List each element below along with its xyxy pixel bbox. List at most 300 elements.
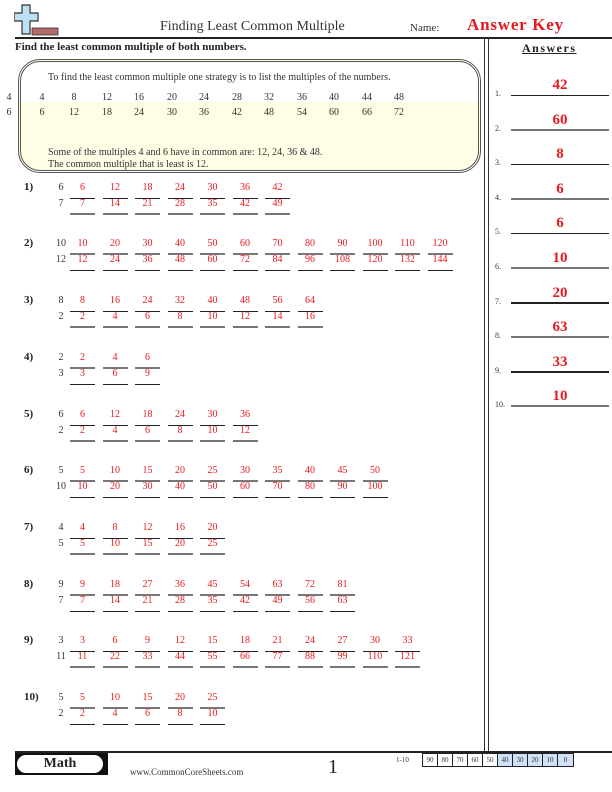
multiple-blank[interactable] [200,311,225,327]
multiple-value: 33 [402,635,413,646]
multiple-value: 28 [175,198,185,209]
multiple-blank[interactable] [135,692,160,708]
example-multiple: 54 [297,107,307,118]
multiple-blank[interactable] [70,465,95,481]
example-multiple: 36 [199,107,209,118]
problem-operand-b: 5 [58,538,64,549]
multiple-value: 70 [272,238,283,249]
multiple-blank[interactable] [70,198,95,214]
multiple-blank[interactable] [330,595,355,611]
multiple-value: 70 [272,481,283,492]
multiple-blank[interactable] [70,708,95,724]
score-table [422,753,574,767]
multiple-value: 60 [240,238,250,249]
multiple-blank[interactable] [298,635,323,651]
multiple-value: 4 [112,425,118,436]
multiple-blank[interactable] [103,352,128,368]
multiple-blank[interactable] [395,254,420,270]
multiple-blank[interactable] [233,481,258,497]
multiple-blank[interactable] [298,465,323,481]
multiple-blank[interactable] [298,651,323,667]
answer-number: 8. [495,331,501,341]
multiple-blank[interactable] [363,651,388,667]
multiple-blank[interactable] [265,579,290,595]
problem-operand-b: 2 [58,425,64,436]
answers-title: Answers [522,41,577,55]
problem-operand-b: 3 [58,368,64,379]
multiple-blank[interactable] [103,522,128,538]
multiple-blank[interactable] [330,635,355,651]
multiple-blank[interactable] [135,651,160,667]
multiple-blank[interactable] [168,579,193,595]
answer-value[interactable]: 33 [552,353,568,370]
multiple-value: 108 [335,254,350,265]
multiple-blank[interactable] [200,198,225,214]
multiple-blank[interactable] [135,198,160,214]
multiple-blank[interactable] [103,425,128,441]
multiple-value: 22 [110,651,120,662]
multiple-value: 24 [175,182,185,193]
multiple-blank[interactable] [265,635,290,651]
answer-value[interactable]: 42 [552,77,568,93]
blank-underline [265,611,290,613]
multiple-blank[interactable] [70,368,95,384]
problem-operand-a: 8 [58,295,64,306]
multiple-value: 4 [112,352,118,363]
multiple-blank[interactable] [135,238,160,254]
blank-underline [103,553,128,555]
problem-number: 1) [24,181,34,193]
multiple-blank[interactable] [233,635,258,651]
multiple-blank[interactable] [135,409,160,425]
multiple-blank[interactable] [265,238,290,254]
answer-value[interactable]: 6 [556,180,564,197]
multiple-blank[interactable] [135,182,160,198]
multiple-blank[interactable] [200,238,225,254]
example-multiple: 24 [134,107,144,118]
page-number: 1 [328,756,338,778]
multiple-blank[interactable] [200,579,225,595]
multiple-blank[interactable] [70,579,95,595]
multiple-blank[interactable] [135,352,160,368]
multiple-blank[interactable] [330,254,355,270]
problem-operand-a: 2 [58,352,64,363]
problem-operand-a: 9 [58,579,64,590]
multiple-blank[interactable] [265,198,290,214]
multiple-blank[interactable] [265,465,290,481]
blank-underline [135,611,160,613]
multiple-blank[interactable] [70,538,95,554]
problem-operand-a: 6 [58,409,64,420]
example-multiple: 66 [362,107,372,118]
multiple-value: 42 [272,182,283,193]
multiple-blank[interactable] [200,538,225,554]
score-range-label: 1-10 [396,756,409,764]
multiple-blank[interactable] [200,409,225,425]
multiple-value: 40 [175,481,185,492]
multiple-blank[interactable] [103,238,128,254]
multiple-blank[interactable] [70,522,95,538]
multiple-blank[interactable] [200,425,225,441]
example-multiple: 6 [39,107,45,118]
blank-underline [363,270,388,272]
multiple-value: 2 [80,708,85,719]
multiple-value: 15 [207,635,218,646]
multiple-blank[interactable] [363,481,388,497]
multiple-blank[interactable] [70,409,95,425]
multiple-blank[interactable] [135,522,160,538]
multiple-blank[interactable] [363,238,388,254]
multiple-blank[interactable] [103,311,128,327]
multiple-blank[interactable] [298,238,323,254]
multiple-blank[interactable] [298,481,323,497]
multiple-value: 6 [80,182,85,193]
multiple-value: 20 [175,465,185,476]
blank-underline [200,611,225,613]
multiple-value: 6 [145,311,150,322]
multiple-value: 9 [80,579,85,590]
blank-underline [330,270,355,272]
multiple-blank[interactable] [70,254,95,270]
multiple-blank[interactable] [265,311,290,327]
multiple-blank[interactable] [103,182,128,198]
multiple-blank[interactable] [103,254,128,270]
multiple-blank[interactable] [233,311,258,327]
blank-underline [233,440,258,442]
problem-operand-b: 2 [58,311,64,322]
multiple-blank[interactable] [200,635,225,651]
example-multiple: 48 [264,107,274,118]
multiple-blank[interactable] [103,538,128,554]
multiple-blank[interactable] [265,295,290,311]
multiple-blank[interactable] [233,182,258,198]
blank-underline [70,553,95,555]
score-cell: 10 [543,754,558,766]
multiple-blank[interactable] [233,198,258,214]
multiple-blank[interactable] [200,692,225,708]
multiple-value: 80 [305,481,315,492]
multiple-value: 44 [175,651,185,662]
multiple-blank[interactable] [70,692,95,708]
multiple-blank[interactable] [265,254,290,270]
multiple-blank[interactable] [70,595,95,611]
multiple-value: 21 [142,595,153,606]
multiple-blank[interactable] [168,635,193,651]
multiple-blank[interactable] [103,595,128,611]
multiple-blank[interactable] [363,254,388,270]
answer-value[interactable]: 60 [552,111,568,128]
multiple-value: 7 [80,595,85,606]
multiple-blank[interactable] [330,465,355,481]
multiple-blank[interactable] [395,651,420,667]
multiple-blank[interactable] [70,635,95,651]
multiple-blank[interactable] [265,651,290,667]
multiple-blank[interactable] [168,481,193,497]
problem [24,521,484,561]
multiple-blank[interactable] [135,635,160,651]
multiple-blank[interactable] [103,465,128,481]
blank-underline [135,724,160,726]
multiple-blank[interactable] [103,708,128,724]
multiple-blank[interactable] [135,254,160,270]
multiple-value: 12 [175,635,185,646]
multiple-value: 42 [240,198,250,209]
blank-underline [135,497,160,499]
multiple-value: 16 [110,295,120,306]
blank-underline [330,666,355,668]
multiple-blank[interactable] [233,579,258,595]
multiple-blank[interactable] [70,311,95,327]
multiple-blank[interactable] [265,481,290,497]
multiple-blank[interactable] [330,651,355,667]
multiple-blank[interactable] [395,238,420,254]
blank-underline [103,666,128,668]
problem-operand-a: 6 [58,182,64,193]
multiple-blank[interactable] [135,595,160,611]
multiple-value: 45 [207,579,218,590]
answer-value[interactable]: 20 [552,284,568,301]
multiple-blank[interactable] [70,425,95,441]
answer-value[interactable]: 10 [552,250,568,266]
multiple-value: 8 [80,295,85,306]
problem-number: 8) [24,578,34,590]
problem-number: 3) [24,294,34,306]
multiple-blank[interactable] [200,254,225,270]
multiple-blank[interactable] [135,295,160,311]
multiple-blank[interactable] [135,311,160,327]
problem [24,578,484,618]
multiple-value: 30 [240,465,250,476]
multiple-value: 121 [400,651,415,662]
multiple-blank[interactable] [70,295,95,311]
multiple-blank[interactable] [200,651,225,667]
multiple-value: 49 [272,198,283,209]
multiple-blank[interactable] [168,182,193,198]
multiple-value: 72 [240,254,250,265]
blank-underline [168,213,193,215]
multiple-value: 33 [142,651,153,662]
blank-underline [103,724,128,726]
answer-underline [511,336,609,338]
multiple-blank[interactable] [233,651,258,667]
multiple-blank[interactable] [233,295,258,311]
score-cell: 60 [468,754,483,766]
multiple-blank[interactable] [135,481,160,497]
multiple-value: 6 [145,708,150,719]
answer-underline [511,267,609,269]
multiple-value: 3 [80,635,85,646]
multiple-blank[interactable] [135,425,160,441]
multiple-value: 4 [80,522,85,533]
answer-row [495,133,610,167]
multiple-blank[interactable] [70,481,95,497]
multiple-blank[interactable] [168,708,193,724]
multiple-blank[interactable] [168,538,193,554]
multiple-value: 6 [80,409,85,420]
multiple-blank[interactable] [200,708,225,724]
multiple-blank[interactable] [298,254,323,270]
multiple-blank[interactable] [330,481,355,497]
multiple-blank[interactable] [168,198,193,214]
problem [24,351,484,391]
multiple-value: 6 [145,352,150,363]
multiple-blank[interactable] [103,198,128,214]
problem-number: 4) [24,351,34,363]
multiple-value: 72 [305,579,315,590]
example-base-number: 4 [6,92,12,103]
problem [24,294,484,334]
multiple-value: 20 [175,692,185,703]
multiple-blank[interactable] [200,465,225,481]
example-multiple: 40 [329,92,339,103]
multiple-blank[interactable] [168,651,193,667]
multiple-blank[interactable] [70,352,95,368]
multiple-blank[interactable] [103,368,128,384]
blank-underline [200,270,225,272]
multiple-blank[interactable] [265,182,290,198]
multiple-blank[interactable] [103,651,128,667]
example-multiple: 18 [102,107,112,118]
multiple-blank[interactable] [103,635,128,651]
answer-value[interactable]: 63 [552,319,568,336]
answer-number: 1. [495,89,501,98]
multiple-blank[interactable] [70,651,95,667]
multiple-blank[interactable] [103,409,128,425]
answer-number: 5. [495,227,501,237]
multiple-blank[interactable] [70,238,95,254]
multiple-value: 35 [207,198,218,209]
answer-underline [511,198,609,200]
multiple-blank[interactable] [168,522,193,538]
multiple-blank[interactable] [168,238,193,254]
multiple-value: 54 [240,579,250,590]
multiple-blank[interactable] [168,409,193,425]
multiple-blank[interactable] [200,182,225,198]
example-intro: To find the least common multiple one strategy is to list the multiples of the numbers. [48,72,391,83]
answer-row [495,64,610,98]
multiple-blank[interactable] [363,465,388,481]
problem-operand-b: 7 [58,198,64,209]
answer-value[interactable]: 6 [556,215,564,232]
multiple-blank[interactable] [233,465,258,481]
blank-underline [135,326,160,328]
answer-row [495,272,610,306]
multiple-blank[interactable] [168,295,193,311]
multiple-blank[interactable] [428,254,453,270]
multiple-blank[interactable] [168,465,193,481]
multiple-blank[interactable] [168,595,193,611]
multiple-value: 25 [207,538,218,549]
multiple-blank[interactable] [168,425,193,441]
multiple-value: 100 [367,238,383,249]
blank-underline [233,666,258,668]
multiple-blank[interactable] [135,708,160,724]
multiple-blank[interactable] [103,481,128,497]
multiple-blank[interactable] [233,409,258,425]
multiple-blank[interactable] [428,238,453,254]
multiple-blank[interactable] [298,295,323,311]
multiple-value: 2 [80,425,85,436]
blank-underline [330,497,355,499]
blank-underline [200,497,225,499]
blank-underline [103,213,128,215]
multiple-blank[interactable] [298,311,323,327]
multiple-value: 14 [272,311,283,322]
multiple-value: 90 [337,238,348,249]
multiple-blank[interactable] [298,579,323,595]
multiple-value: 10 [110,538,120,549]
multiple-blank[interactable] [298,595,323,611]
multiple-blank[interactable] [233,254,258,270]
multiple-blank[interactable] [200,295,225,311]
multiple-value: 30 [142,481,153,492]
multiple-blank[interactable] [135,368,160,384]
problem-operand-a: 3 [58,635,64,646]
blank-underline [233,326,258,328]
multiple-value: 25 [207,465,218,476]
multiple-blank[interactable] [200,522,225,538]
problem [24,464,484,504]
multiple-blank[interactable] [103,295,128,311]
multiple-blank[interactable] [395,635,420,651]
multiple-blank[interactable] [330,579,355,595]
multiple-blank[interactable] [265,595,290,611]
problem [24,408,484,448]
answer-value[interactable]: 10 [552,388,568,405]
score-cell: 50 [483,754,498,766]
multiple-blank[interactable] [103,692,128,708]
multiple-value: 35 [207,595,218,606]
multiple-blank[interactable] [200,595,225,611]
answer-number: 6. [495,262,501,271]
blank-underline [168,497,193,499]
site-link[interactable]: www.CommonCoreSheets.com [130,767,244,777]
multiple-blank[interactable] [168,254,193,270]
worksheet-title: Finding Least Common Multiple [160,19,345,34]
multiple-blank[interactable] [135,579,160,595]
multiple-blank[interactable] [168,692,193,708]
blank-underline [298,270,323,272]
multiple-blank[interactable] [363,635,388,651]
multiple-blank[interactable] [135,465,160,481]
example-multiple: 16 [134,92,144,103]
multiple-value: 7 [80,198,85,209]
multiple-blank[interactable] [330,238,355,254]
multiple-blank[interactable] [233,238,258,254]
multiple-value: 30 [207,409,218,420]
answer-value[interactable]: 8 [556,146,564,163]
multiple-value: 4 [112,708,118,719]
multiple-blank[interactable] [233,425,258,441]
multiple-blank[interactable] [233,595,258,611]
problem-operand-a: 4 [58,522,64,533]
multiple-value: 84 [272,254,283,265]
blank-underline [135,270,160,272]
multiple-blank[interactable] [168,311,193,327]
multiple-blank[interactable] [135,538,160,554]
answer-row [495,99,610,133]
example-multiple: 42 [232,107,242,118]
name-field[interactable]: Answer Key [467,15,564,34]
multiple-value: 48 [240,295,250,306]
blank-underline [298,326,323,328]
multiple-blank[interactable] [103,579,128,595]
blank-underline [103,440,128,442]
multiple-blank[interactable] [200,481,225,497]
score-cell: 30 [513,754,528,766]
multiple-value: 77 [272,651,283,662]
multiple-blank[interactable] [70,182,95,198]
